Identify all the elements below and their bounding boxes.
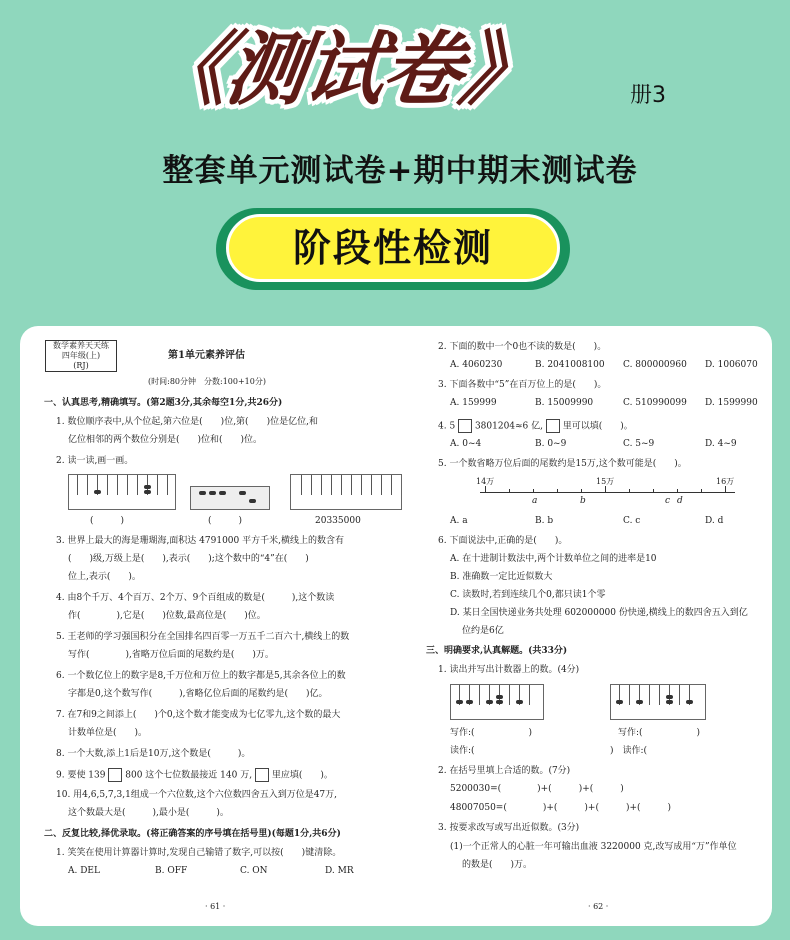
document-page — [20, 326, 772, 926]
s2-q1-opt-d: D. MR — [325, 866, 354, 876]
r-q3-opt-a: A. 159999 — [450, 398, 497, 408]
r-q2-opt-c: C. 800000960 — [623, 360, 687, 370]
q2-blank-1: ( ) — [90, 516, 125, 526]
r-q3-opt-c: C. 510990099 — [623, 398, 687, 408]
q7-line-a: 7. 在7和9之间添上( )个0,这个数才能变成为七亿零九,这个数的最大 — [56, 710, 341, 720]
hero-title: 《测试卷》 — [142, 23, 546, 116]
q9-mid: 800 这个七位数最接近 140 万, — [125, 770, 253, 781]
s3-q1-line: 1. 读出并写出计数器上的数。(4分) — [438, 665, 580, 675]
subtitle: 整套单元测试卷+期中期末测试卷 — [162, 153, 638, 189]
q5-line-b: 写作( ),省略万位后面的尾数约是( )万。 — [68, 650, 274, 660]
stamp-line: (RJ) — [73, 361, 89, 370]
r-q4-post: 里可以填( )。 — [562, 421, 633, 432]
r-q4-pre: 4. 5 — [438, 421, 456, 432]
r-q4-line — [438, 419, 633, 433]
r-q3-opt-d: D. 1599990 — [705, 398, 758, 408]
numline-point-c: c — [665, 496, 671, 506]
numline-point-d: d — [677, 496, 683, 506]
r-q6-opt-a: A. 在十进制计数法中,两个计数单位之间的进率是10 — [450, 554, 657, 564]
s3-q3-line: 3. 按要求改写或写出近似数。(3分) — [438, 823, 580, 833]
r-q2-line: 2. 下面的数中一个0也不读的数是( )。 — [438, 342, 607, 352]
q10-line-b: 这个数最大是( ),最小是( )。 — [68, 808, 229, 818]
q2-caption: 20335000 — [315, 516, 361, 526]
s2-q1-opt-b: B. OFF — [155, 866, 188, 876]
counter-1 — [450, 684, 544, 720]
r-q4-opt-d: D. 4~9 — [705, 439, 737, 449]
abacus-3 — [290, 474, 402, 510]
counter-1-read: 读作:( — [450, 746, 574, 756]
q4-line-b: 作( ),它是( )位数,最高位是( )位。 — [68, 611, 266, 621]
q6-line-a: 6. 一个数亿位上的数字是8,千万位和万位上的数字都是5,其余各位上的数 — [56, 671, 346, 681]
s3-q2-eq2: 48007050=( )+( )+( )+( ) — [450, 803, 672, 813]
stamp-line: 四年级(上) — [61, 351, 101, 360]
numline-label-16: 16万 — [716, 477, 735, 486]
q8-line: 8. 一个大数,添上1后是10万,这个数是( )。 — [56, 749, 251, 759]
q3-line-a: 3. 世界上最大的海是珊瑚海,面积达 4791000 平方千米,横线上的数含有 — [56, 536, 344, 546]
q3-line-b: ( )级,万级上是( ),表示( );这个数中的“4”在( ) — [68, 554, 309, 564]
r-q5-opt-d: D. d — [705, 516, 724, 526]
r-q5-opt-a: A. a — [450, 516, 468, 526]
r-q4-box[interactable] — [458, 419, 472, 433]
r-q4-mid: 3801204≈6 亿, — [474, 421, 544, 432]
q4-line-a: 4. 由8个千万、4个百万、2个万、9个百组成的数是( ),这个数读 — [56, 593, 335, 603]
r-q2-opt-b: B. 2041008100 — [535, 360, 605, 370]
volume-label: 册3 — [630, 83, 666, 108]
r-q6-opt-b: B. 准确数一定比近似数大 — [450, 572, 553, 582]
q1-line-b: 亿位相邻的两个数位分别是( )位和( )位。 — [68, 435, 263, 445]
r-q5-line: 5. 一个数省略万位后面的尾数约是15万,这个数可能是( )。 — [438, 459, 687, 469]
numline-label-15: 15万 — [596, 477, 615, 486]
q9-box[interactable] — [108, 768, 122, 782]
numline-label-14: 14万 — [476, 477, 495, 486]
time-line: (时间:80分钟 分数:100+10分) — [148, 377, 266, 386]
r-q2-opt-d: D. 1006070 — [705, 360, 758, 370]
counter-2-read: ) 读作:( — [610, 746, 747, 756]
q9-box-2[interactable] — [255, 768, 269, 782]
counter-2-write: 写作:( ) — [618, 728, 701, 738]
numline-point-b: b — [580, 496, 586, 506]
r-q5-opt-b: B. b — [535, 516, 554, 526]
q1-line-a: 1. 数位顺序表中,从个位起,第六位是( )位,第( )位是亿位,和 — [56, 417, 318, 427]
s2-q1-line: 1. 笑笑在使用计算器计算时,发现自己输错了数字,可以按( )键清除。 — [56, 848, 342, 858]
series-stamp — [45, 340, 117, 372]
s3-q2-line: 2. 在括号里填上合适的数。(7分) — [438, 766, 571, 776]
s3-q3-b: 的数是( )万。 — [462, 860, 533, 870]
q10-line-a: 10. 用4,6,5,7,3,1组成一个六位数,这个六位数四舍五入到万位是47万, — [56, 790, 338, 800]
unit-title: 第1单元素养评估 — [168, 350, 245, 361]
q6-line-b: 字都是0,这个数写作( ),省略亿位后面的尾数约是( )亿。 — [68, 689, 328, 699]
r-q2-opt-a: A. 4060230 — [450, 360, 503, 370]
q9-line — [56, 768, 333, 782]
s2-q1-opt-c: C. ON — [240, 866, 268, 876]
r-q4-box-2[interactable] — [546, 419, 560, 433]
s3-q3-a: (1)一个正常人的心脏一年可输出血液 3220000 克,改写成用“万”作单位 — [450, 842, 737, 852]
q5-line-a: 5. 王老师的学习强国积分在全国排名四百零一万五千二百六十,横线上的数 — [56, 632, 350, 642]
q9-post: 里应填( )。 — [271, 770, 333, 781]
page-number-right: · 62 · — [588, 902, 609, 911]
r-q6-line: 6. 下面说法中,正确的是( )。 — [438, 536, 568, 546]
stamp-line: 数学素养天天练 — [53, 341, 109, 350]
section-1: 一、认真思考,精确填写。(第2题3分,其余每空1分,共26分) — [44, 398, 283, 408]
numline-point-a: a — [532, 496, 538, 506]
abacus-2 — [190, 486, 270, 510]
q3-line-c: 位上,表示( )。 — [68, 572, 141, 582]
r-q6-opt-d: D. 某日全国快递业务共处理 602000000 份快递,横线上的数四舍五入到亿 — [450, 608, 748, 618]
r-q3-line: 3. 下面各数中“5”在百万位上的是( )。 — [438, 380, 607, 390]
section-3: 三、明确要求,认真解题。(共33分) — [426, 646, 568, 656]
abacus-1 — [68, 474, 176, 510]
page-number-left: · 61 · — [205, 902, 226, 911]
q2-line: 2. 读一读,画一画。 — [56, 456, 134, 466]
s3-q2-eq1: 5200030=( )+( )+( ) — [450, 784, 624, 794]
r-q4-opt-b: B. 0~9 — [535, 439, 567, 449]
r-q6-opt-d2: 位约是6亿 — [462, 626, 504, 636]
q7-line-b: 计数单位是( )。 — [68, 728, 148, 738]
r-q5-opt-c: C. c — [623, 516, 641, 526]
counter-2 — [610, 684, 706, 720]
pill-label: 阶段性检测 — [226, 214, 560, 282]
number-line — [480, 492, 735, 493]
q2-blank-2: ( ) — [208, 516, 243, 526]
r-q4-opt-a: A. 0~4 — [450, 439, 482, 449]
section-2: 二、反复比较,择优录取。(将正确答案的序号填在括号里)(每题1分,共6分) — [44, 829, 341, 839]
r-q6-opt-c: C. 读数时,若到连续几个0,都只读1个零 — [450, 590, 606, 600]
r-q3-opt-b: B. 15009990 — [535, 398, 594, 408]
r-q4-opt-c: C. 5~9 — [623, 439, 655, 449]
s2-q1-opt-a: A. DEL — [68, 866, 100, 876]
q9-pre: 9. 要使 139 — [56, 770, 106, 781]
counter-1-write: 写作:( ) — [450, 728, 533, 738]
